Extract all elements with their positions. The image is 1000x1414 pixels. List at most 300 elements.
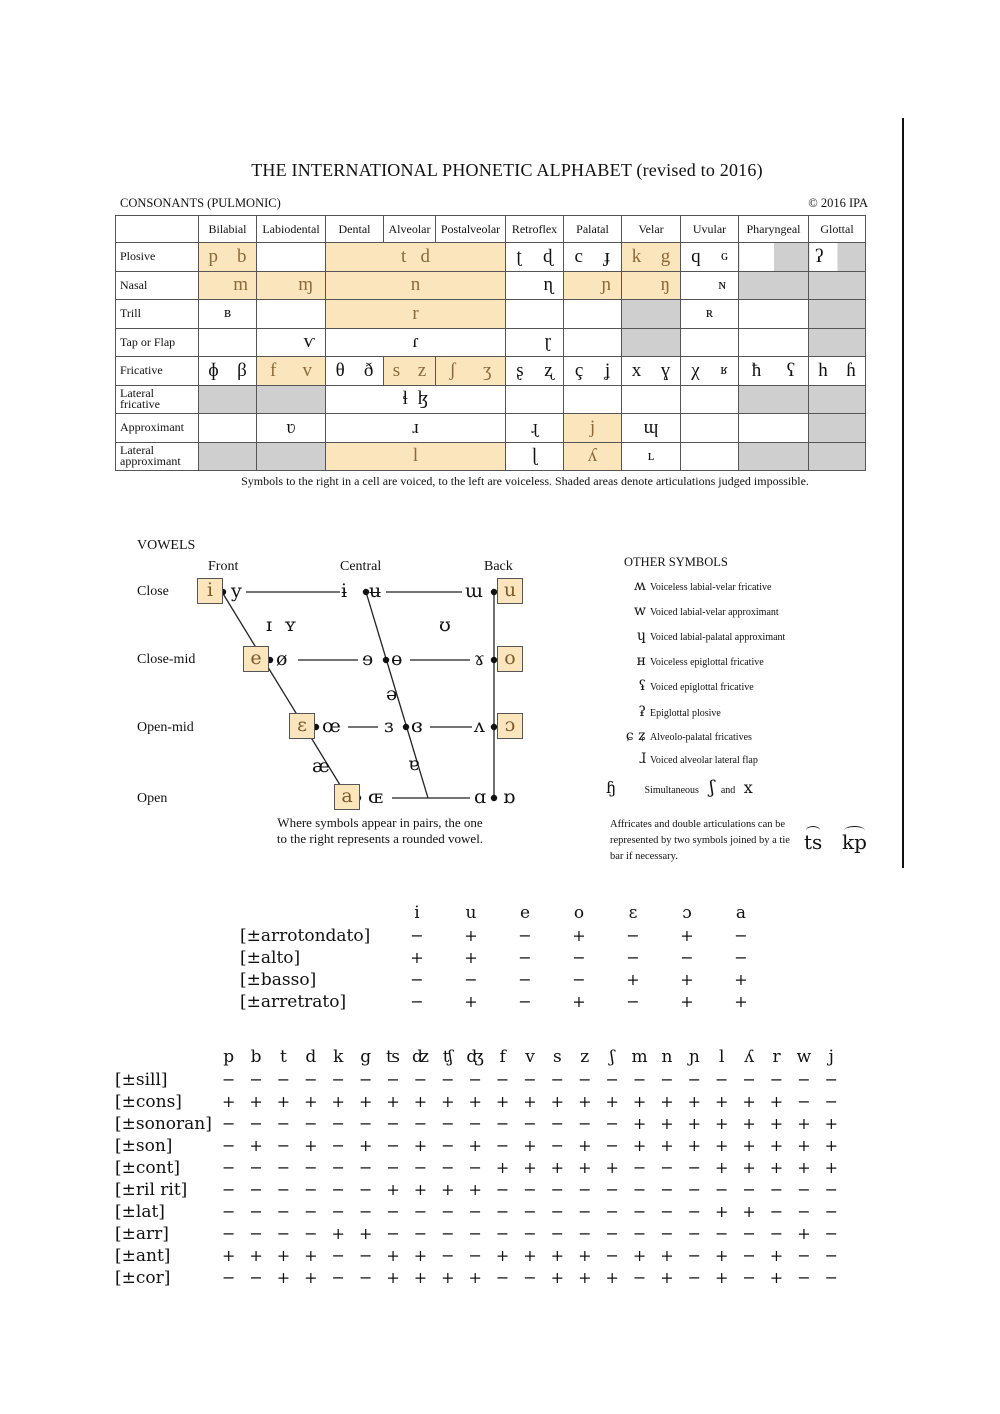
feature-value: + [523, 1158, 537, 1177]
feature-value: + [632, 1136, 647, 1155]
row-label: Tap or Flap [116, 328, 199, 357]
vowel-y: y [231, 580, 242, 602]
feature-value: − [605, 1180, 619, 1199]
feature-value: − [276, 1202, 291, 1221]
feature-value: + [824, 1136, 838, 1155]
ipa-symbol: ʃ [449, 359, 456, 381]
feature-value: + [304, 1246, 318, 1265]
feature-row [115, 1157, 845, 1179]
cell-palatal-approximant [564, 414, 622, 443]
feature-value: + [495, 1158, 510, 1177]
ipa-symbol: ɴ [718, 276, 726, 293]
feature-value: + [742, 1114, 756, 1133]
feature-value: − [687, 1268, 702, 1287]
feature-value: − [742, 1268, 756, 1287]
cell-bilabial-trill [199, 300, 257, 329]
segment-header: i [414, 903, 420, 923]
feature-value: − [680, 948, 694, 967]
col-header: Velar [622, 216, 681, 243]
vowel-e: e [243, 646, 269, 672]
segment-header: l [719, 1047, 725, 1067]
feature-value: + [578, 1246, 592, 1265]
feature-value: + [769, 1114, 784, 1133]
ipa-symbol: ð [363, 359, 374, 381]
feature-value: − [572, 948, 586, 967]
feature-value: − [441, 1246, 455, 1265]
feature-value: − [304, 1114, 318, 1133]
feature-value: + [276, 1268, 291, 1287]
cell-alveolar-plosive [326, 243, 506, 272]
feature-value: + [734, 992, 748, 1011]
feature-value: − [358, 1180, 373, 1199]
feature-row [115, 1223, 845, 1245]
feature-value: − [550, 1136, 565, 1155]
feature-value: − [605, 1224, 619, 1243]
segment-header: ʦ [386, 1047, 401, 1067]
feature-value: + [769, 1246, 784, 1265]
segment-header: e [519, 903, 531, 923]
ipa-symbol: x [631, 359, 642, 381]
feature-value: − [221, 1268, 236, 1287]
feature-value: + [742, 1202, 756, 1221]
segment-header: a [735, 903, 747, 923]
col-header: Retroflex [506, 216, 564, 243]
cell-palatal-plosive [564, 243, 622, 272]
col-header: Bilabial [199, 216, 257, 243]
feature-value: − [304, 1070, 318, 1089]
cell-dental-fricative [326, 357, 384, 386]
feature-value: − [687, 1246, 702, 1265]
ipa-symbol: ʂ [516, 359, 524, 381]
ipa-symbol: ʒ [482, 359, 492, 381]
feature-value: + [605, 1092, 619, 1111]
feature-value: + [680, 926, 694, 945]
segment-header: ʣ [411, 1047, 429, 1067]
feature-value: − [495, 1070, 510, 1089]
feature-value: + [249, 1092, 263, 1111]
feature-value: + [687, 1114, 702, 1133]
other-symbol-row: ʜ Voiceless epiglottal fricative [636, 653, 764, 669]
close-label: Close [137, 584, 169, 599]
cell-glottal-fricative [809, 357, 866, 386]
feature-value: − [386, 1070, 400, 1089]
feature-value: − [410, 992, 424, 1011]
segment-header: s [553, 1047, 562, 1067]
feature-value: − [441, 1158, 455, 1177]
feature-value: − [523, 1180, 537, 1199]
ipa-symbol: ⱱ [303, 331, 315, 353]
feature-row [240, 947, 768, 969]
row-label: Plosive [116, 243, 199, 272]
cell-uvular-nasal [681, 271, 739, 300]
col-header: Pharyngeal [739, 216, 809, 243]
feature-value: − [687, 1224, 702, 1243]
feature-value: − [523, 1070, 537, 1089]
vowel-barred-i: ɨ [341, 580, 348, 602]
ipa-symbol: b [237, 245, 247, 267]
feature-value: − [441, 1114, 455, 1133]
ipa-symbol: ɸ [208, 359, 219, 381]
feature-value: + [468, 1268, 482, 1287]
col-header: Postalveolar [436, 216, 506, 243]
feature-label: [±sill] [115, 1070, 168, 1090]
feature-value: + [660, 1092, 674, 1111]
feature-value: − [660, 1070, 674, 1089]
feature-value: − [742, 1180, 756, 1199]
feature-value: + [797, 1114, 811, 1133]
feature-value: − [660, 1180, 674, 1199]
cell-retroflex-nasal [506, 271, 564, 300]
vowel-turned-a: ɐ [408, 753, 420, 775]
feature-value: − [578, 1070, 592, 1089]
feature-value: − [687, 1180, 702, 1199]
feature-value: + [632, 1092, 647, 1111]
ipa-symbol: ɭ [531, 445, 538, 467]
feature-value: − [797, 1092, 811, 1111]
feature-value: − [797, 1268, 811, 1287]
feature-value: − [249, 1158, 263, 1177]
feature-value: − [468, 1224, 482, 1243]
feature-value: − [331, 1202, 345, 1221]
feature-label: [±ant] [115, 1246, 171, 1266]
ipa-symbol: ʐ [544, 359, 553, 381]
cell-retroflex-tap [506, 328, 564, 357]
consonant-feature-table [115, 1045, 845, 1289]
feature-value: + [680, 992, 694, 1011]
feature-header-row [240, 901, 768, 925]
feature-value: − [660, 1158, 674, 1177]
feature-value: + [734, 970, 748, 989]
vowel-u: u [497, 578, 523, 604]
feature-value: − [523, 1224, 537, 1243]
vowel-oe: œ [322, 715, 341, 737]
feature-value: − [734, 948, 748, 967]
feature-value: + [742, 1158, 756, 1177]
feature-value: + [495, 1092, 510, 1111]
feature-value: − [249, 1268, 263, 1287]
feature-value: + [550, 1246, 565, 1265]
feature-value: − [413, 1114, 428, 1133]
vowel-o: o [497, 646, 523, 672]
feature-value: − [358, 1158, 373, 1177]
feature-value: − [331, 1070, 345, 1089]
feature-value: − [715, 1180, 729, 1199]
feature-value: + [304, 1136, 318, 1155]
ipa-symbol: ʔ [815, 245, 824, 267]
feature-value: − [495, 1180, 510, 1199]
segment-header: t [280, 1047, 287, 1067]
cell-retroflex-lateral-approximant [506, 442, 564, 471]
feature-value: + [632, 1246, 647, 1265]
copyright: © 2016 IPA [808, 196, 868, 210]
feature-label: [±lat] [115, 1202, 165, 1222]
segment-header: g [360, 1047, 372, 1067]
feature-value: − [797, 1246, 811, 1265]
cell-labiodental-fricative [257, 357, 326, 386]
ipa-symbol: ʋ [286, 416, 296, 438]
segment-header: p [223, 1047, 235, 1067]
feature-value: + [386, 1246, 400, 1265]
cell-velar-fricative [622, 357, 681, 386]
segment-header: b [250, 1047, 262, 1067]
feature-value: + [358, 1136, 373, 1155]
cell-uvular-plosive [681, 243, 739, 272]
col-header: Palatal [564, 216, 622, 243]
feature-value: + [605, 1158, 619, 1177]
cell-bilabial-nasal [199, 271, 257, 300]
cell-glottal-plosive [809, 243, 866, 272]
feature-header-row [115, 1045, 845, 1069]
row-approximant [116, 414, 866, 443]
feature-value: + [824, 1114, 838, 1133]
row-label: Trill [116, 300, 199, 329]
feature-value: − [632, 1202, 647, 1221]
page-title: THE INTERNATIONAL PHONETIC ALPHABET (revised to 2016) [251, 160, 763, 180]
ipa-symbol: ɰ [643, 416, 659, 438]
feature-value: + [249, 1136, 263, 1155]
feature-value: − [605, 1246, 619, 1265]
feature-value: − [221, 1180, 236, 1199]
open-mid-label: Open-mid [137, 720, 194, 735]
feature-row [115, 1245, 845, 1267]
feature-value: − [468, 1158, 482, 1177]
ipa-symbol: q [691, 245, 701, 267]
feature-value: + [221, 1246, 236, 1265]
ipa-symbol: z [417, 359, 427, 381]
ipa-symbol: f [270, 359, 277, 381]
feature-value: + [572, 992, 586, 1011]
feature-value: + [769, 1092, 784, 1111]
feature-value: − [276, 1070, 291, 1089]
feature-value: − [441, 1224, 455, 1243]
feature-value: − [518, 948, 532, 967]
ipa-symbol: ɲ [601, 274, 611, 296]
feature-value: − [249, 1180, 263, 1199]
feature-row [115, 1267, 845, 1289]
feature-value: − [824, 1202, 838, 1221]
feature-value: + [276, 1246, 291, 1265]
feature-value: − [687, 1158, 702, 1177]
feature-value: − [495, 1136, 510, 1155]
other-symbol-row: ʍ Voiceless labial-velar fricative [634, 578, 772, 594]
cell-velar-lateral-approximant [622, 442, 681, 471]
ipa-symbol: d [420, 245, 431, 267]
feature-value: − [605, 1114, 619, 1133]
segment-header: v [525, 1047, 535, 1067]
cell-labiodental-tap [257, 328, 326, 357]
feature-value: − [734, 926, 748, 945]
feature-value: + [468, 1092, 482, 1111]
feature-value: − [578, 1114, 592, 1133]
ipa-symbol: ʀ [705, 305, 714, 322]
vertical-rule [902, 118, 904, 868]
other-symbols-title: OTHER SYMBOLS [624, 555, 728, 569]
cell-velar-plosive [622, 243, 681, 272]
feature-value: − [358, 1202, 373, 1221]
cell-palatal-nasal [564, 271, 622, 300]
feature-value: − [249, 1224, 263, 1243]
open-label: Open [137, 791, 168, 806]
simultaneous-row: ɧ Simultaneous ʃ and x [605, 777, 753, 798]
feature-value: − [824, 1092, 838, 1111]
ipa-symbol: v [302, 359, 312, 381]
vowel-cap-oe: ɶ [368, 786, 384, 808]
vowel-ash: æ [312, 755, 330, 777]
col-header: Alveolar [384, 216, 436, 243]
segment-header: u [465, 903, 477, 923]
feature-value: − [495, 1202, 510, 1221]
feature-value: − [221, 1202, 236, 1221]
row-lateral-approximant [116, 442, 866, 471]
cell-alveolar-fricative [384, 357, 436, 386]
feature-value: − [249, 1070, 263, 1089]
cell-retroflex-fricative [506, 357, 564, 386]
cell-velar-approximant [622, 414, 681, 443]
row-trill [116, 300, 866, 329]
feature-value: + [410, 948, 424, 967]
feature-value: − [572, 970, 586, 989]
feature-value: − [687, 1070, 702, 1089]
feature-value: + [464, 992, 478, 1011]
feature-value: + [523, 1246, 537, 1265]
feature-value: − [413, 1158, 428, 1177]
feature-value: + [626, 970, 640, 989]
feature-label: [±arrotondato] [240, 926, 371, 946]
col-header: Labiodental [257, 216, 326, 243]
feature-value: + [413, 1180, 428, 1199]
segment-header: j [828, 1047, 834, 1067]
feature-value: + [715, 1092, 729, 1111]
col-header: Uvular [681, 216, 739, 243]
feature-value: − [468, 1070, 482, 1089]
feature-value: − [626, 992, 640, 1011]
back-label: Back [484, 559, 513, 574]
feature-value: + [495, 1246, 510, 1265]
cell-velar-nasal [622, 271, 681, 300]
feature-row [115, 1113, 845, 1135]
ipa-symbol: ħ [751, 359, 762, 381]
cell-labiodental-approximant [257, 414, 326, 443]
ipa-symbol: ɱ [298, 274, 313, 296]
feature-value: + [468, 1180, 482, 1199]
ipa-symbol: c [574, 245, 583, 267]
feature-value: − [523, 1114, 537, 1133]
feature-value: + [578, 1136, 592, 1155]
segment-header: n [661, 1047, 673, 1067]
consonant-note: Symbols to the right in a cell are voiced, to the left are voiceless. Shaded areas denote articulations judged impossible. [241, 474, 809, 488]
feature-value: + [769, 1158, 784, 1177]
vowel-schwa: ə [386, 683, 398, 705]
ipa-symbol: ɾ [412, 331, 419, 353]
feature-value: − [632, 1070, 647, 1089]
segment-header: ʤ [466, 1047, 484, 1067]
ipa-symbol: ɣ [660, 359, 671, 381]
vowel-a: a [334, 784, 360, 810]
vowel-epsilon: ɛ [289, 713, 315, 739]
feature-value: + [687, 1092, 702, 1111]
ipa-symbol: l [412, 445, 419, 467]
feature-value: − [824, 1070, 838, 1089]
feature-value: + [715, 1158, 729, 1177]
feature-value: − [386, 1136, 400, 1155]
feature-value: + [742, 1136, 756, 1155]
other-symbol-row: ɕ ʑ Alveolo-palatal fricatives [625, 728, 752, 744]
feature-value: − [221, 1070, 236, 1089]
feature-value: − [824, 1224, 838, 1243]
cell-bilabial-fricative [199, 357, 257, 386]
feature-value: + [221, 1092, 236, 1111]
feature-value: − [464, 970, 478, 989]
cell-pharyngeal-fricative [739, 357, 809, 386]
feature-value: + [715, 1268, 729, 1287]
vowel-reversed-e: ɘ [362, 648, 374, 670]
feature-value: − [626, 948, 640, 967]
feature-row [240, 925, 768, 947]
feature-value: + [578, 1268, 592, 1287]
row-label: Lateral approximant [116, 442, 199, 471]
feature-value: + [660, 1246, 674, 1265]
feature-value: + [523, 1136, 537, 1155]
feature-label: [±basso] [240, 970, 317, 990]
feature-value: − [386, 1158, 400, 1177]
row-nasal [116, 271, 866, 300]
feature-label: [±arr] [115, 1224, 169, 1244]
feature-value: + [715, 1136, 729, 1155]
feature-value: + [304, 1092, 318, 1111]
ipa-symbol: ɮ [417, 388, 429, 410]
cell-uvular-fricative [681, 357, 739, 386]
feature-value: + [824, 1158, 838, 1177]
feature-value: + [797, 1158, 811, 1177]
feature-value: − [413, 1224, 428, 1243]
feature-value: − [358, 1070, 373, 1089]
segment-header: d [305, 1047, 317, 1067]
feature-value: − [441, 1202, 455, 1221]
feature-value: + [660, 1114, 674, 1133]
feature-value: − [605, 1136, 619, 1155]
vowel-rev-epsilon: ɜ [384, 715, 394, 737]
feature-value: − [550, 1114, 565, 1133]
feature-value: − [605, 1070, 619, 1089]
close-mid-label: Close-mid [137, 652, 196, 667]
feature-value: − [276, 1224, 291, 1243]
vowel-i: i [197, 578, 223, 604]
ipa-symbol: g [660, 245, 671, 267]
feature-value: − [358, 1268, 373, 1287]
feature-value: − [304, 1158, 318, 1177]
feature-value: + [632, 1114, 647, 1133]
cell-retroflex-approximant [506, 414, 564, 443]
feature-value: − [358, 1246, 373, 1265]
cell-alveolar-tap [326, 328, 506, 357]
cell-alveolar-trill [326, 300, 506, 329]
cell-alveolar-lateral-approximant [326, 442, 506, 471]
segment-header: w [796, 1047, 812, 1067]
feature-value: − [626, 926, 640, 945]
feature-value: − [797, 1070, 811, 1089]
feature-value: − [715, 1224, 729, 1243]
vowel-feature-table [240, 901, 768, 1013]
feature-value: + [386, 1092, 400, 1111]
consonant-header-row [116, 216, 866, 243]
feature-value: + [660, 1136, 674, 1155]
ipa-symbol: j [589, 416, 596, 438]
feature-value: − [769, 1180, 784, 1199]
feature-value: + [464, 948, 478, 967]
segment-header: ʧ [442, 1047, 453, 1067]
feature-value: + [523, 1092, 537, 1111]
cell-palatal-lateral-approximant [564, 442, 622, 471]
